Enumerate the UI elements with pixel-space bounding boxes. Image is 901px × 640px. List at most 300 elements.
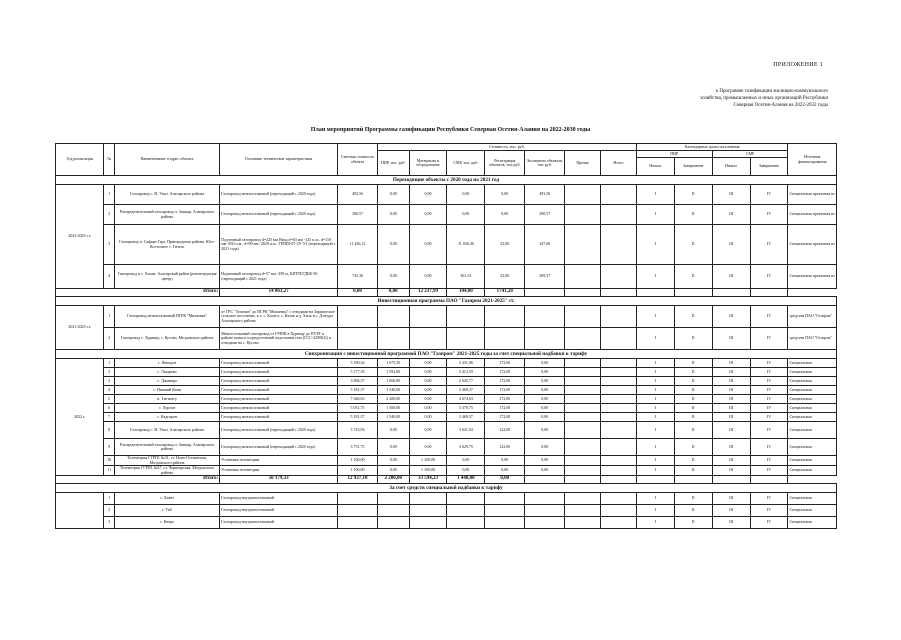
row-number: 1 — [104, 185, 115, 205]
pir-cost: 1 592,00 — [378, 368, 410, 377]
pir-end: II — [674, 395, 712, 404]
itogo-cost — [601, 265, 637, 289]
empty-cell — [750, 476, 788, 484]
empty-cell — [447, 328, 485, 350]
row-number: 1 — [104, 493, 115, 505]
registration-cost: 0,00 — [485, 205, 525, 225]
header-expertise: Экспертиза объектов, тыс.руб. — [525, 151, 565, 176]
smr-end: IV — [750, 413, 788, 422]
pir-start: I — [636, 205, 674, 225]
itogo-cost — [601, 466, 637, 476]
materials-cost: 2 200,00 — [378, 476, 410, 484]
empty-cell — [447, 517, 485, 529]
pir-start: I — [636, 395, 674, 404]
smr-cost: 3 379,75 — [447, 404, 485, 413]
empty-cell — [712, 476, 750, 484]
empty-cell — [338, 493, 378, 505]
other-cost — [565, 395, 601, 404]
pir-cost: 1 500,00 — [378, 404, 410, 413]
empty-cell — [712, 289, 750, 297]
other-cost — [565, 368, 601, 377]
smr-cost: 2 645,77 — [447, 377, 485, 386]
other-cost — [565, 404, 601, 413]
funding-source: Специальная проектная ит — [788, 265, 837, 289]
empty-cell — [378, 493, 410, 505]
object-name: с. Кнеро — [114, 517, 219, 529]
object-name: с. Тиб — [114, 505, 219, 517]
materials-cost: 0,00 — [409, 377, 447, 386]
empty-cell — [378, 505, 410, 517]
pir-cost: 0,00 — [378, 185, 410, 205]
empty-cell — [485, 517, 525, 529]
materials-cost: 0,00 — [409, 413, 447, 422]
year-cell: 2021-2025 г.г. — [56, 306, 104, 350]
object-name: с. Лазарево — [114, 368, 219, 377]
object-characteristics: Газопровод межпоселковый — [220, 404, 338, 413]
total-cost: 11 436,12 — [338, 225, 378, 265]
smr-end: IV — [750, 386, 788, 395]
itogo-cost — [601, 493, 637, 505]
other-cost — [565, 456, 601, 466]
object-characteristics: Межпоселковый газопровод от ГРПШ в Хурвацу до ПУРГ в районе пункта сосредоточений подготовки газа (ГСС-329002)) и отводами на с. Кусово — [220, 328, 338, 350]
materials-cost: 0,00 — [409, 439, 447, 456]
pir-start: I — [636, 493, 674, 505]
row-number: 3 — [104, 225, 115, 265]
table-row — [56, 404, 837, 413]
expertise-cost: 0,00 — [525, 456, 565, 466]
pir-end: II — [674, 456, 712, 466]
other-cost — [565, 328, 601, 350]
empty-cell — [447, 505, 485, 517]
expertise-cost: 0,00 — [525, 404, 565, 413]
pir-end: II — [674, 422, 712, 439]
object-name: с. Джимара — [114, 377, 219, 386]
header-registration: Регистрация объектов, тыс.руб. — [485, 151, 525, 176]
row-number: 3 — [104, 517, 115, 529]
table-row — [56, 306, 837, 328]
empty-cell — [525, 328, 565, 350]
object-characteristics: Газопровод межпоселковый — [220, 395, 338, 404]
total-cost: 3 751,75 — [338, 439, 378, 456]
expertise-cost: 0,00 — [525, 466, 565, 476]
smr-start: III — [712, 439, 750, 456]
funding-source: Специальная — [788, 377, 837, 386]
smr-end: IV — [750, 306, 788, 328]
expertise-cost: 0,00 — [525, 439, 565, 456]
empty-cell — [601, 289, 637, 297]
other-cost — [565, 422, 601, 439]
total-cost: 3 743,94 — [338, 422, 378, 439]
object-characteristics: Газопровод межпоселковый — [220, 377, 338, 386]
pir-end: II — [674, 493, 712, 505]
pir-start: I — [636, 505, 674, 517]
empty-cell — [674, 289, 712, 297]
smr-start: III — [712, 359, 750, 368]
materials-cost: 0,00 — [409, 265, 447, 289]
total-cost: 5 181,37 — [338, 386, 378, 395]
empty-cell — [601, 476, 637, 484]
total-cost: 5 051,75 — [338, 404, 378, 413]
expertise-cost: 347,66 — [525, 225, 565, 265]
materials-cost: 0,00 — [378, 289, 410, 297]
empty-cell — [750, 289, 788, 297]
object-name: Газопровод п. Сафьян Гарт, Пригородного района, Юго-Восточное с. Гизель — [114, 225, 219, 265]
itogo-cost — [601, 505, 637, 517]
header-smr: СМР, тыс. руб. — [447, 151, 485, 176]
object-characteristics: Установка телеметрии — [220, 456, 338, 466]
smr-cost: 3 621,94 — [447, 422, 485, 439]
other-cost — [565, 205, 601, 225]
pir-end: II — [674, 413, 712, 422]
smr-start: III — [712, 413, 750, 422]
itogo-cost — [601, 306, 637, 328]
object-characteristics: от ГРС "Зеличан" до ПГРК "Михаевка" с отводами на Зарамагское сельское поселение, к.л. с. Касаго, с. Калак и д. Хиль в с. Дзагура Алагирского района — [220, 306, 338, 328]
itogo-cost — [601, 404, 637, 413]
pir-cost: 0,00 — [378, 422, 410, 439]
registration-cost: 122,00 — [485, 439, 525, 456]
section-title: Переходящие объекты с 2020 года на 2021 год — [56, 176, 837, 185]
other-cost — [565, 439, 601, 456]
smr-start: III — [712, 377, 750, 386]
smr-cost: 4 674,63 — [447, 395, 485, 404]
empty-cell — [485, 505, 525, 517]
pir-end: II — [674, 328, 712, 350]
smr-start: III — [712, 505, 750, 517]
funding-source: Специальная — [788, 404, 837, 413]
itogo-cost — [601, 377, 637, 386]
other-cost — [565, 225, 601, 265]
smr-end: IV — [750, 505, 788, 517]
pir-start: I — [636, 306, 674, 328]
funding-source: Специальная проектная ит — [788, 185, 837, 205]
empty-cell — [447, 493, 485, 505]
smr-cost: 12 237,99 — [409, 289, 447, 297]
pir-cost: 0,00 — [378, 439, 410, 456]
itogo-cost — [601, 386, 637, 395]
empty-cell — [338, 328, 378, 350]
empty-cell — [485, 328, 525, 350]
empty-cell — [378, 306, 410, 328]
pir-end: II — [674, 466, 712, 476]
registration-cost: 172,00 — [485, 377, 525, 386]
smr-end: IV — [750, 368, 788, 377]
section-title: Инвестиционная программа ПАО "Газпром 2021-2025" гг. — [56, 297, 837, 306]
pir-cost: 1 066,80 — [378, 377, 410, 386]
total-cost: 390,57 — [338, 205, 378, 225]
pir-start: I — [636, 456, 674, 466]
object-name: с. Хазнт — [114, 493, 219, 505]
smr-end: IV — [750, 225, 788, 265]
header-end: Завершение — [674, 158, 712, 176]
expertise-cost: 0,00 — [525, 413, 565, 422]
total-cost: 745,30 — [338, 265, 378, 289]
section-row — [56, 350, 837, 359]
funding-source: Специальная — [788, 359, 837, 368]
pir-end: II — [674, 205, 712, 225]
pir-end: II — [674, 306, 712, 328]
smr-start: III — [712, 205, 750, 225]
total-cost: 3 884,37 — [338, 377, 378, 386]
empty-cell — [525, 493, 565, 505]
smr-end: IV — [750, 377, 788, 386]
smr-cost: 33 594,23 — [409, 476, 447, 484]
pir-start: I — [636, 439, 674, 456]
smr-cost: 0,00 — [447, 205, 485, 225]
smr-cost: 3 431,06 — [447, 359, 485, 368]
total-cost: 5 180,34 — [338, 359, 378, 368]
smr-end: IV — [750, 328, 788, 350]
pir-end: II — [674, 265, 712, 289]
row-number: 2 — [104, 205, 115, 225]
smr-end: IV — [750, 422, 788, 439]
expertise-cost: 493,56 — [525, 185, 565, 205]
itogo-cost — [601, 413, 637, 422]
pir-end: II — [674, 185, 712, 205]
appendix-subtitle: к Программе газификации жилищно-коммунального хозяйства, промышленных и иных организаций Республики Северная Осетия-Алания на 2022-2032 годы — [700, 89, 828, 108]
funding-source: Специальная — [788, 493, 837, 505]
smr-start: III — [712, 225, 750, 265]
funding-source: Специальная — [788, 413, 837, 422]
registration-cost: 172,00 — [485, 413, 525, 422]
section-title: За счет средств специальной надбавки к тарифу — [56, 484, 837, 493]
pir-start: I — [636, 328, 674, 350]
expertise-cost: 0,00 — [525, 368, 565, 377]
registration-cost: 52,00 — [485, 225, 525, 265]
pir-end: II — [674, 517, 712, 529]
itogo-cost — [601, 205, 637, 225]
funding-source: Специальная — [788, 466, 837, 476]
smr-start: III — [712, 395, 750, 404]
smr-start: III — [712, 422, 750, 439]
smr-cost: 3 629,75 — [447, 439, 485, 456]
object-name: Телеметрия ГГРП1 №37, ст. Черноярская, Моздокского района — [114, 466, 219, 476]
object-characteristics: Газопровод межпоселковый (переходящий с 2020 года) — [220, 422, 338, 439]
year-cell: 2021-2023 г.г. — [56, 185, 104, 289]
pir-cost: 0,00 — [378, 265, 410, 289]
section-row — [56, 484, 837, 493]
funding-source: Специальная — [788, 422, 837, 439]
object-name: Газопровод с. Н. Унал. Алагирского района — [114, 185, 219, 205]
smr-start: III — [712, 265, 750, 289]
row-number: 8 — [104, 422, 115, 439]
empty-cell — [565, 476, 601, 484]
header-other: Прочие — [565, 151, 601, 176]
row-number: 2 — [104, 505, 115, 517]
row-number: 4 — [104, 386, 115, 395]
object-name: Газопровод межпоселковый ПГРК "Михаевка" — [114, 306, 219, 328]
section-title: Синхронизация с инвестиционной программой ПАО "Газпром" 2021-2025 годы за счет специальной надбавки к тарифу — [56, 350, 837, 359]
header-cost: Стоимость, тыс. руб. — [378, 144, 637, 151]
object-name: п. Тмгигагу — [114, 395, 219, 404]
registration-cost: 0,00 — [485, 456, 525, 466]
funding-source: Специальная — [788, 505, 837, 517]
other-cost — [565, 517, 601, 529]
registration-cost: 1 448,00 — [447, 476, 485, 484]
other-cost — [565, 413, 601, 422]
smr-end: IV — [750, 185, 788, 205]
smr-end: IV — [750, 439, 788, 456]
object-name: Газопровод с. Хурвацу, с. Кусово, Моздокского района — [114, 328, 219, 350]
total-cost: 1 100,00 — [338, 466, 378, 476]
smr-cost: 0,00 — [447, 185, 485, 205]
pir-start: I — [636, 422, 674, 439]
registration-cost: 172,00 — [485, 404, 525, 413]
header-pir-short: ПИР — [636, 151, 712, 158]
smr-start: III — [712, 328, 750, 350]
object-characteristics: Газопровод межпоселковый — [220, 386, 338, 395]
object-name: с. Хурзон — [114, 404, 219, 413]
row-number: 1 — [104, 359, 115, 368]
total-label: Итого: — [56, 289, 220, 297]
pir-cost: 1 540,00 — [378, 413, 410, 422]
section-row — [56, 176, 837, 185]
empty-cell — [636, 289, 674, 297]
smr-end: IV — [750, 517, 788, 529]
empty-cell — [485, 306, 525, 328]
pir-start: I — [636, 265, 674, 289]
smr-start: III — [712, 493, 750, 505]
smr-end: IV — [750, 493, 788, 505]
plan-table — [55, 143, 837, 529]
row-number: 2 — [104, 328, 115, 350]
itogo-cost — [601, 185, 637, 205]
pir-cost: 12 937,10 — [338, 476, 378, 484]
year-cell — [56, 493, 104, 529]
table-row — [56, 456, 837, 466]
row-number: 11 — [104, 466, 115, 476]
table-row — [56, 493, 837, 505]
smr-end: IV — [750, 456, 788, 466]
empty-cell — [525, 517, 565, 529]
table-row — [56, 466, 837, 476]
pir-end: II — [674, 386, 712, 395]
materials-cost: 0,00 — [409, 404, 447, 413]
pir-end: II — [674, 505, 712, 517]
empty-cell — [525, 476, 565, 484]
object-characteristics: Подземный газопровод d=225 мм Ввод d=63 мм -125 п.м., d=110 мм -850 п.м., d=90 мм -2029 п.м., ГРПШ-07-2У-У1 (переходящий с 2021 года) — [220, 225, 338, 265]
pir-start: I — [636, 225, 674, 265]
pir-cost: 0,00 — [378, 456, 410, 466]
smr-end: IV — [750, 404, 788, 413]
object-name: с. Кадгарон — [114, 413, 219, 422]
pir-start: I — [636, 404, 674, 413]
other-cost — [565, 306, 601, 328]
other-cost — [565, 466, 601, 476]
empty-cell — [338, 505, 378, 517]
smr-cost: 3 469,37 — [447, 386, 485, 395]
smr-cost: 0,00 — [447, 466, 485, 476]
expertise-cost: 309,57 — [525, 265, 565, 289]
funding-source: Специальная — [788, 517, 837, 529]
registration-cost: 104,00 — [447, 289, 485, 297]
registration-cost: 172,00 — [485, 359, 525, 368]
expertise-cost: 1741,28 — [485, 289, 525, 297]
itogo-cost — [601, 517, 637, 529]
smr-start: III — [712, 368, 750, 377]
total-cost: 493,56 — [338, 185, 378, 205]
pir-cost: 0,00 — [378, 466, 410, 476]
itogo-cost — [601, 328, 637, 350]
other-cost — [565, 185, 601, 205]
smr-end: IV — [750, 265, 788, 289]
object-characteristics: Газопровод внутрипоселковый — [220, 493, 338, 505]
pir-end: II — [674, 377, 712, 386]
row-number: 7 — [104, 413, 115, 422]
total-cost: 50 179,33 — [220, 476, 338, 484]
header-materials: Материалы и оборудование — [409, 151, 447, 176]
header-start: Начало — [712, 158, 750, 176]
total-row — [56, 289, 837, 297]
total-cost: 14 063,27 — [220, 289, 338, 297]
header-end: Завершение — [750, 158, 788, 176]
empty-cell — [525, 505, 565, 517]
pir-start: I — [636, 386, 674, 395]
appendix-label: ПРИЛОЖЕНИЕ 1 — [773, 62, 823, 68]
header-schedule: Календарные сроки исполнения — [636, 144, 788, 151]
smr-start: III — [712, 466, 750, 476]
header-chars: Основные технические характеристики — [220, 144, 338, 176]
registration-cost: 0,00 — [485, 185, 525, 205]
object-characteristics: Газопровод межпоселковый (переходящий с 2020 года) — [220, 185, 338, 205]
table-row — [56, 413, 837, 422]
object-characteristics: Газопровод межпоселковый — [220, 413, 338, 422]
pir-end: II — [674, 359, 712, 368]
materials-cost: 0,00 — [409, 368, 447, 377]
table-row — [56, 185, 837, 205]
itogo-cost — [601, 456, 637, 466]
funding-source: Специальная — [788, 456, 837, 466]
materials-cost: 0,00 — [409, 225, 447, 265]
empty-cell — [378, 328, 410, 350]
funding-source: средства ПАО "Газпром" — [788, 328, 837, 350]
header-itogo: Итого — [601, 151, 637, 176]
smr-start: III — [712, 185, 750, 205]
empty-cell — [674, 476, 712, 484]
empty-cell — [338, 517, 378, 529]
funding-source: Специальная — [788, 395, 837, 404]
pir-cost: 0,00 — [378, 205, 410, 225]
pir-end: II — [674, 439, 712, 456]
materials-cost: 0,00 — [409, 422, 447, 439]
header-pir: ПИР, тыс. руб. — [378, 151, 410, 176]
object-characteristics: Установка телеметрии — [220, 466, 338, 476]
empty-cell — [409, 306, 447, 328]
pir-cost: 0,00 — [338, 289, 378, 297]
table-row — [56, 377, 837, 386]
object-characteristics: Газопровод межпоселковый — [220, 368, 338, 377]
object-characteristics: Газопровод межпоселковый (переходящий с 2020 года) — [220, 205, 338, 225]
pir-cost: 1 540,00 — [378, 386, 410, 395]
table-row — [56, 265, 837, 289]
table-row — [56, 386, 837, 395]
year-cell: 2022 г. — [56, 359, 104, 476]
funding-source: Специальная проектная ит — [788, 225, 837, 265]
expertise-cost: 0,00 — [485, 476, 525, 484]
pir-start: I — [636, 466, 674, 476]
materials-cost: 0,00 — [409, 395, 447, 404]
registration-cost: 172,00 — [485, 386, 525, 395]
smr-end: IV — [750, 205, 788, 225]
total-cost: 5 177,39 — [338, 368, 378, 377]
row-number: 2 — [104, 368, 115, 377]
empty-cell — [636, 476, 674, 484]
header-total: Сметная стоимость объекта — [338, 144, 378, 176]
itogo-cost — [601, 422, 637, 439]
materials-cost: 1 100,00 — [409, 456, 447, 466]
smr-start: III — [712, 306, 750, 328]
table-row — [56, 395, 837, 404]
other-cost — [565, 265, 601, 289]
